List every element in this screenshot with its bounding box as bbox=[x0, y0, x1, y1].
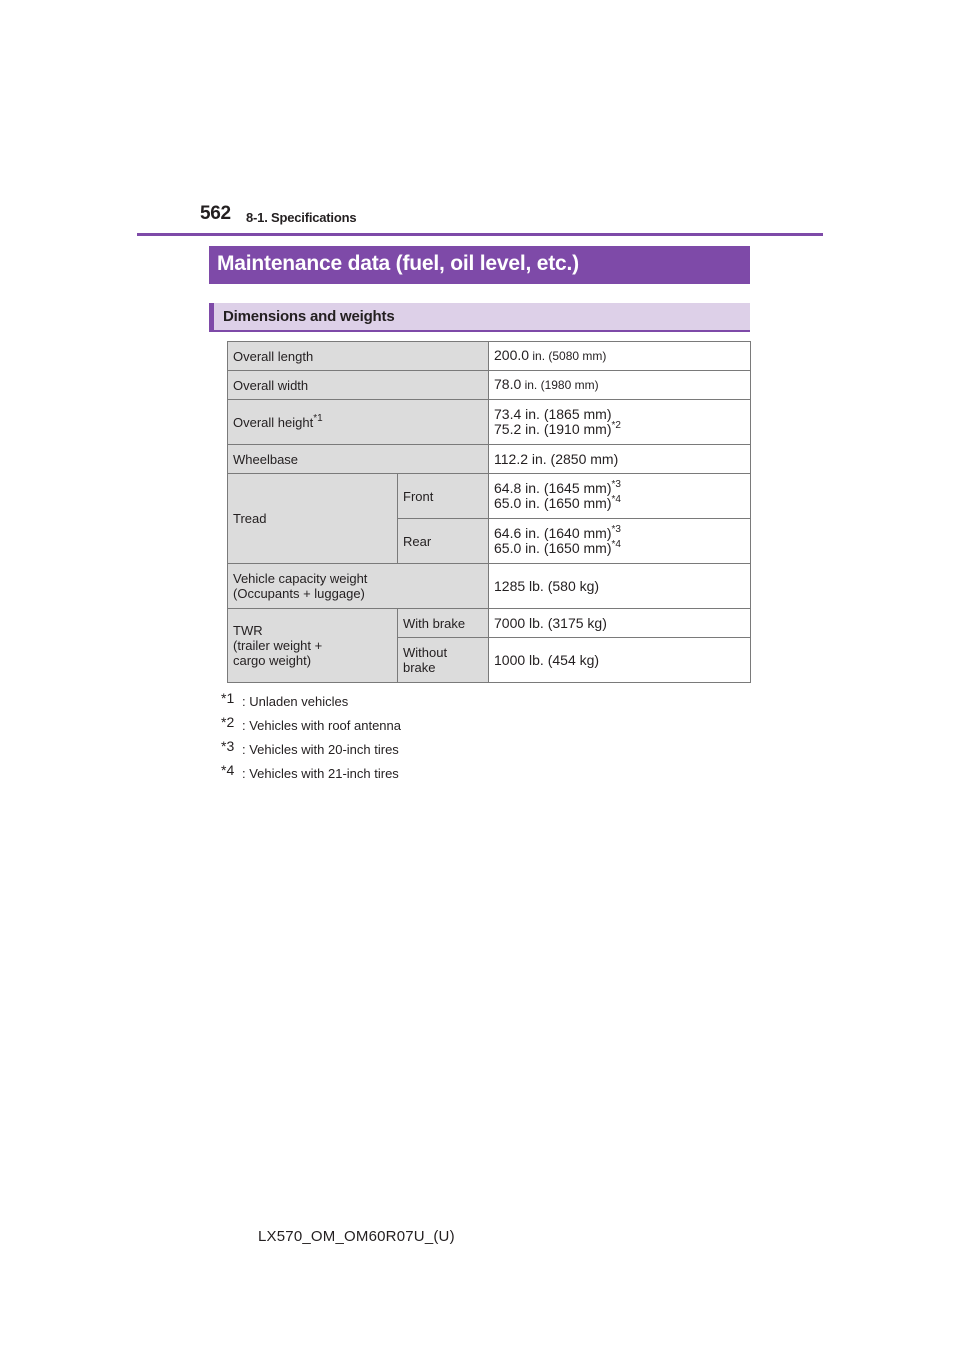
row-label bbox=[228, 564, 489, 609]
value-number: 78.0 bbox=[494, 376, 522, 392]
row-label-line: TWR bbox=[233, 623, 263, 638]
row-label: Tread bbox=[228, 474, 398, 564]
value-line-text: 64.8 in. (1645 mm) bbox=[494, 480, 612, 496]
footnote bbox=[215, 762, 615, 786]
row-sublabel: Rear bbox=[398, 519, 489, 564]
row-label: Overall width bbox=[228, 371, 489, 400]
row-sublabel: With brake bbox=[398, 609, 489, 638]
footnote-mark: *2 bbox=[611, 420, 621, 431]
footnote bbox=[215, 690, 615, 714]
row-label-line: cargo weight) bbox=[233, 653, 312, 668]
footnote-text: : Unladen vehicles bbox=[242, 694, 349, 709]
row-value bbox=[489, 400, 751, 445]
footnote-mark: *3 bbox=[611, 479, 621, 490]
section-label: 8-1. Specifications bbox=[246, 210, 357, 225]
row-value bbox=[489, 474, 751, 519]
footnote-text: : Vehicles with 20-inch tires bbox=[242, 742, 399, 757]
subsection-title-bar bbox=[209, 303, 750, 332]
table-row-capacity-weight bbox=[228, 564, 751, 609]
table-row-overall-length bbox=[228, 342, 751, 371]
table-row-wheelbase bbox=[228, 445, 751, 474]
header-rule bbox=[137, 233, 823, 236]
value-line-text: 64.6 in. (1640 mm) bbox=[494, 525, 612, 541]
value-line bbox=[494, 496, 745, 511]
dimensions-table bbox=[227, 341, 751, 683]
value-line-text: 65.0 in. (1650 mm) bbox=[494, 540, 612, 556]
section-title-bar bbox=[209, 246, 750, 284]
footnote-mark: *1 bbox=[313, 412, 323, 424]
row-value bbox=[489, 342, 751, 371]
document-code: LX570_OM_OM60R07U_(U) bbox=[258, 1228, 455, 1245]
row-label-text: Overall height bbox=[233, 414, 314, 430]
page-number: 562 bbox=[200, 203, 231, 224]
row-value: 1285 lb. (580 kg) bbox=[489, 564, 751, 609]
table-row-overall-width bbox=[228, 371, 751, 400]
value-unit: in. (5080 mm) bbox=[529, 349, 607, 363]
footnote bbox=[215, 738, 615, 762]
row-label: Wheelbase bbox=[228, 445, 489, 474]
row-sublabel-line: brake bbox=[403, 660, 436, 675]
row-label-line: (Occupants + luggage) bbox=[233, 586, 365, 601]
value-line bbox=[494, 422, 745, 437]
value-unit: in. (1980 mm) bbox=[521, 378, 599, 392]
footnote-mark: *4 bbox=[221, 762, 235, 778]
row-sublabel-line: Without bbox=[403, 645, 448, 660]
footnote-mark: *1 bbox=[221, 690, 235, 706]
footnote-mark: *2 bbox=[221, 714, 235, 730]
row-label-line: (trailer weight + bbox=[233, 638, 323, 653]
row-value: 112.2 in. (2850 mm) bbox=[489, 445, 751, 474]
row-label bbox=[228, 400, 489, 445]
subsection-title: Dimensions and weights bbox=[223, 308, 395, 325]
section-title: Maintenance data (fuel, oil level, etc.) bbox=[217, 252, 579, 275]
value-line: 73.4 in. (1865 mm) bbox=[494, 406, 612, 422]
footnote-mark: *3 bbox=[611, 524, 621, 535]
value-line-text: 65.0 in. (1650 mm) bbox=[494, 495, 612, 511]
page-header bbox=[0, 0, 960, 240]
table-row-tread-front bbox=[228, 474, 751, 519]
value-line-text: 75.2 in. (1910 mm) bbox=[494, 421, 612, 437]
row-sublabel: Front bbox=[398, 474, 489, 519]
footnote-text: : Vehicles with roof antenna bbox=[242, 718, 401, 733]
table-row-overall-height bbox=[228, 400, 751, 445]
footnote-mark: *3 bbox=[221, 738, 235, 754]
value-number: 200.0 bbox=[494, 347, 530, 363]
row-label-line: Vehicle capacity weight bbox=[233, 571, 368, 586]
row-value: 1000 lb. (454 kg) bbox=[489, 638, 751, 683]
footnotes bbox=[215, 690, 615, 786]
row-label bbox=[228, 609, 398, 683]
row-sublabel bbox=[398, 638, 489, 683]
footnote bbox=[215, 714, 615, 738]
row-value bbox=[489, 519, 751, 564]
footnote-mark: *4 bbox=[611, 494, 621, 505]
row-value: 7000 lb. (3175 kg) bbox=[489, 609, 751, 638]
table-row-twr-with-brake bbox=[228, 609, 751, 638]
value-line bbox=[494, 541, 745, 556]
footnote-mark: *4 bbox=[611, 539, 621, 550]
row-label: Overall length bbox=[228, 342, 489, 371]
row-value bbox=[489, 371, 751, 400]
footnote-text: : Vehicles with 21-inch tires bbox=[242, 766, 399, 781]
